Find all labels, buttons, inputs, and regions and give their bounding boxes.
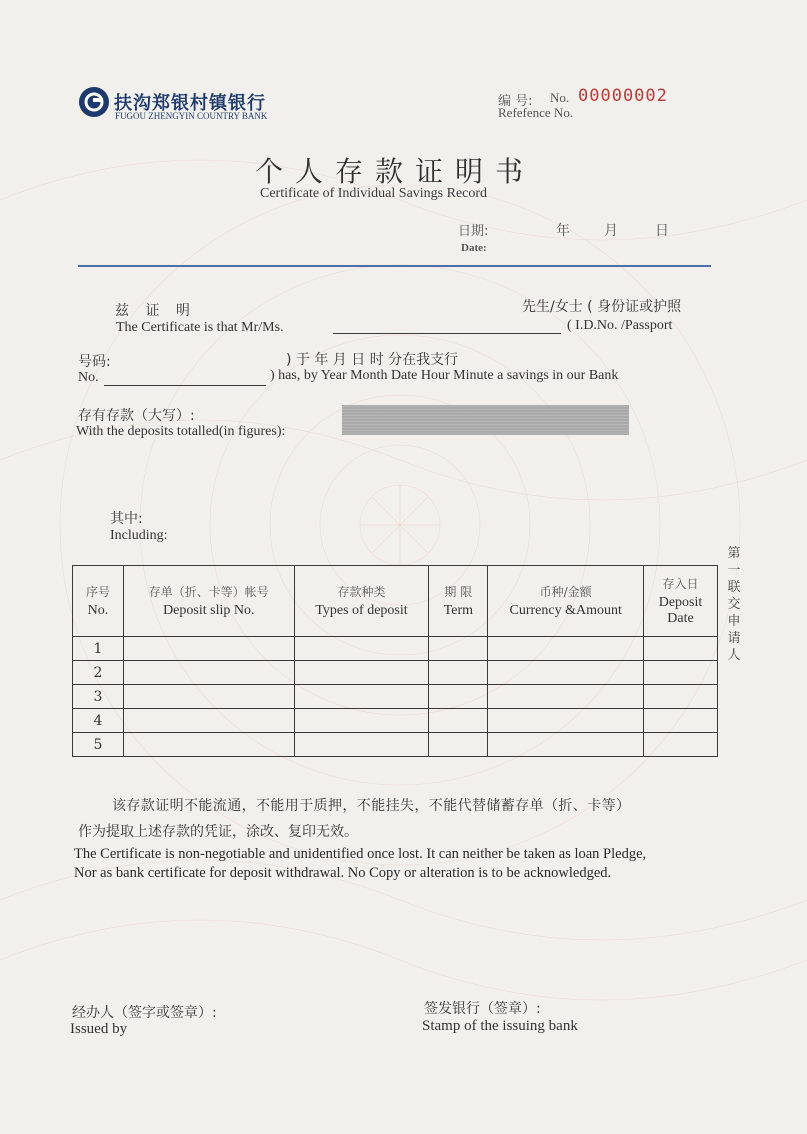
col-header-no: 序号 No.: [73, 566, 124, 637]
date-month-field: 月: [604, 223, 618, 239]
col-header-amount: 币种/金额 Currency &Amount: [488, 566, 644, 637]
id-number-label-en: No.: [78, 370, 99, 385]
col-header-term: 期 限 Term: [429, 566, 488, 637]
deposit-total-label-en: With the deposits totalled(in figures):: [76, 424, 286, 439]
table-row: [73, 685, 718, 709]
row-number: 1: [73, 637, 124, 661]
date-day-field: 日: [655, 223, 669, 239]
table-row: [73, 637, 718, 661]
id-passport-label-en: ( I.D.No. /Passport: [567, 318, 673, 333]
header-divider: [78, 265, 711, 267]
table-header-row: [73, 566, 718, 637]
name-field: [333, 333, 561, 334]
deposit-total-redacted: [342, 405, 629, 435]
deposit-table: [72, 565, 718, 757]
reference-label-no: No.: [550, 90, 570, 105]
bank-name-cn: 扶沟郑银村镇银行: [114, 93, 266, 114]
bank-stamp-label-cn: 签发银行（签章）:: [424, 1001, 541, 1017]
deposit-total-label-cn: 存有存款（大写）:: [78, 408, 195, 424]
col-header-type: 存款种类 Types of deposit: [294, 566, 429, 637]
row-number: 3: [73, 685, 124, 709]
date-label-en: Date:: [461, 242, 487, 254]
id-number-field: [104, 385, 266, 386]
notice-en-line2: Nor as bank certificate for deposit withdrawal. No Copy or alteration is to be acknowledged.: [74, 865, 612, 881]
col-header-date: 存入日 Deposit Date: [644, 566, 718, 637]
date-year-field: 年: [556, 223, 570, 239]
issued-by-label-en: Issued by: [70, 1021, 128, 1037]
bank-logo-icon: [78, 86, 110, 118]
date-label-cn: 日期:: [458, 224, 489, 239]
row-number: 2: [73, 661, 124, 685]
page-title-cn: 个人存款证明书: [255, 155, 536, 188]
issued-by-label-cn: 经办人（签字或签章）:: [72, 1005, 217, 1021]
copy-designation-label: 第一联 交申请人: [727, 546, 741, 663]
bank-name-en: FUGOU ZHENGYIN COUNTRY BANK: [115, 111, 268, 121]
notice-cn-line1: 该存款证明不能流通，不能用于质押，不能挂失，不能代替储蓄存单（折、卡等）: [112, 798, 631, 814]
table-row: [73, 661, 718, 685]
notice-cn-line2: 作为提取上述存款的凭证，涂改、复印无效。: [78, 824, 358, 840]
col-header-slip: 存单（折、卡等）帐号 Deposit slip No.: [123, 566, 294, 637]
reference-number: 00000002: [578, 86, 668, 106]
id-number-label-cn: 号码:: [78, 354, 111, 370]
row-number: 5: [73, 733, 124, 757]
table-row: [73, 709, 718, 733]
including-label-cn: 其中:: [110, 511, 143, 527]
notice-en-line1: The Certificate is non-negotiable and unidentified once lost. It can neither be taken as loan Pledge,: [74, 846, 647, 862]
row-number: 4: [73, 709, 124, 733]
certify-label-en: The Certificate is that Mr/Ms.: [116, 320, 284, 335]
time-sentence-en: ) has, by Year Month Date Hour Minute a savings in our Bank: [270, 368, 619, 383]
certify-label-cn: 兹 证 明: [115, 303, 196, 319]
reference-label-en: Refefence No.: [498, 105, 574, 120]
page-title-en: Certificate of Individual Savings Record: [260, 186, 488, 201]
reference-label-cn: 编 号:: [498, 94, 533, 109]
including-label-en: Including:: [110, 528, 168, 543]
bank-stamp-label-en: Stamp of the issuing bank: [422, 1018, 578, 1034]
table-row: [73, 733, 718, 757]
title-id-label-cn: 先生/女士 ( 身份证或护照: [522, 299, 682, 315]
time-sentence-cn: ) 于 年 月 日 时 分在我支行: [286, 352, 459, 368]
